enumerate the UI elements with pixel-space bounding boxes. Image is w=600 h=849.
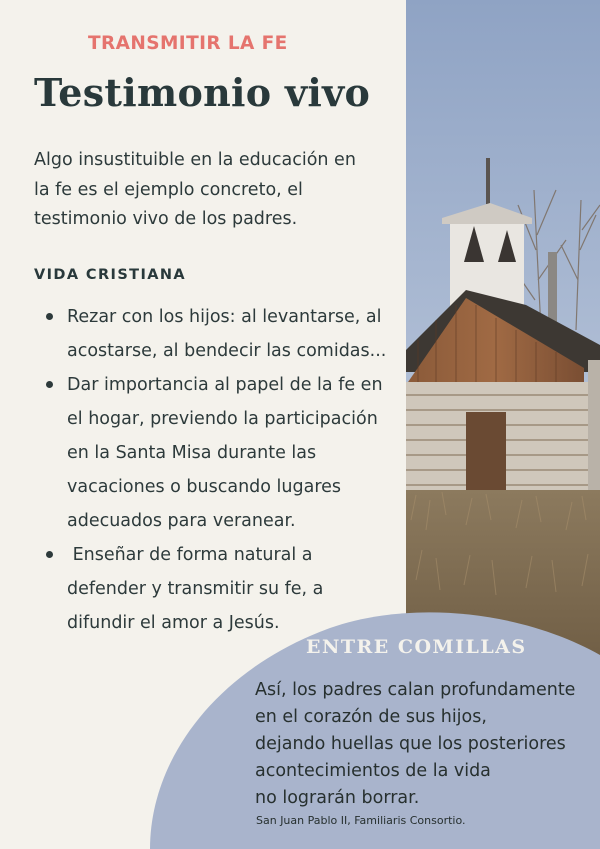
bullet-line: Enseñar de forma natural a [67,545,313,565]
quote-line: Así, los padres calan profundamente [255,680,576,700]
bullet-line: Dar importancia al papel de la fe en [67,375,383,395]
intro-line: Algo insustituible en la educación en [34,150,356,170]
bullet-dot-icon [46,381,53,388]
quote-line: acontecimientos de la vida [255,761,491,781]
quote-line: dejando huellas que los posteriores [255,734,566,754]
bullet-line: defender y transmitir su fe, a [67,579,324,599]
intro-line: la fe es el ejemplo concreto, el [34,179,303,200]
intro-paragraph [34,146,394,235]
quote-source: San Juan Pablo II, Familiaris Consortio. [256,814,466,827]
quote-heading: ENTRE COMILLAS [306,636,527,658]
bullet-line: Rezar con los hijos: al levantarse, al [67,307,382,327]
quote-text [255,677,595,812]
section-heading: VIDA CRISTIANA [34,267,187,283]
bullet-line: en la Santa Misa durante las [67,443,317,463]
page-title: Testimonio vivo [34,70,371,115]
bullet-line: vacaciones o buscando lugares [67,477,342,497]
bullet-line: difundir el amor a Jesús. [67,613,280,633]
bullet-line: acostarse, al bendecir las comidas... [67,341,387,361]
bullet-item-pray [0,300,400,368]
bullet-line: adecuados para veranear. [67,511,296,531]
intro-line: testimonio vivo de los padres. [34,209,298,229]
kicker-heading: TRANSMITIR LA FE [88,33,288,54]
quote-line: no lograrán borrar. [255,788,420,808]
bullet-line: el hogar, previendo la participación [67,409,378,429]
bullet-dot-icon [46,313,53,320]
bullet-item-faith-home [0,368,400,538]
bullet-list [0,300,400,640]
quote-line: en el corazón de sus hijos, [255,707,487,727]
bullet-item-teach [0,538,400,640]
bullet-dot-icon [46,551,53,558]
